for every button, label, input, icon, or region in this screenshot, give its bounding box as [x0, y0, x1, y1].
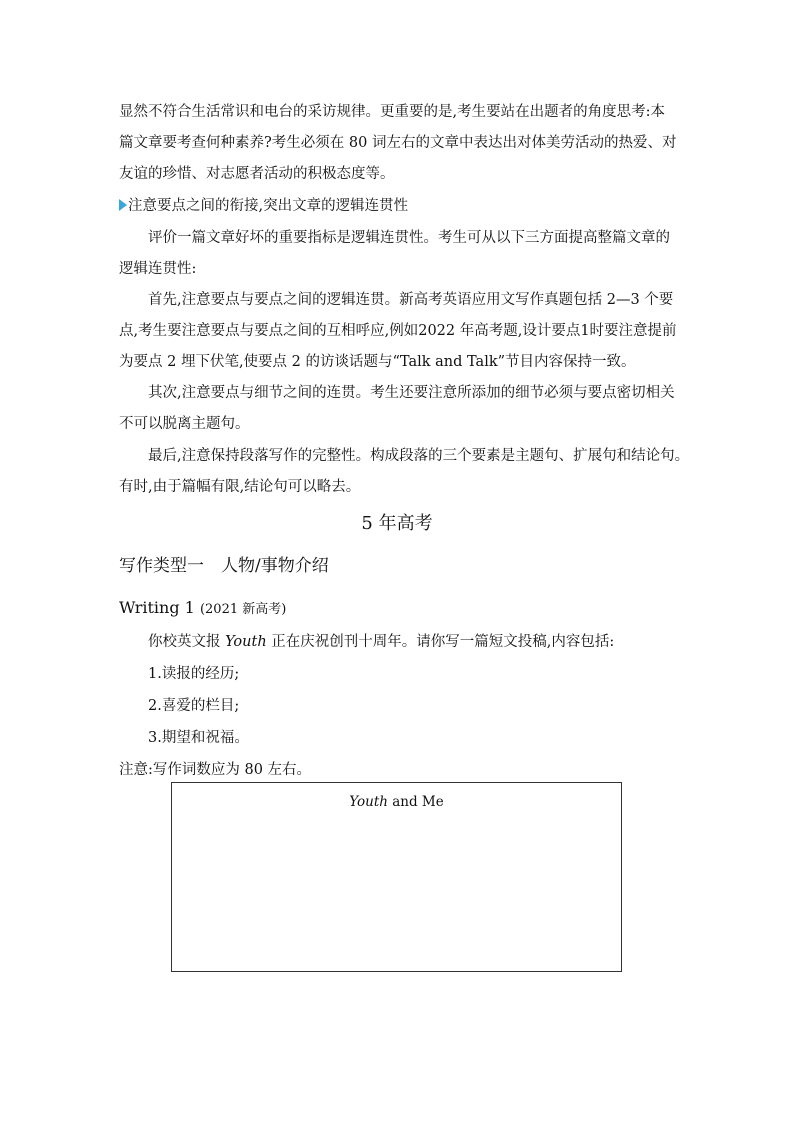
para1-line-2: 逻辑连贯性:: [119, 261, 197, 277]
box-title-italic: Youth: [349, 794, 388, 810]
answer-box-title: [172, 793, 621, 811]
para2-line-2: 点,考生要注意要点与要点之间的互相呼应,例如2022 年高考题,设计要点1时要注意提前: [119, 323, 677, 339]
prompt-italic: Youth: [225, 634, 267, 650]
prompt-line: [148, 632, 708, 652]
para2-line-3: 为要点 2 埋下伏笔,使要点 2 的访谈话题与“Talk and Talk”节目内容保持一致。: [119, 354, 636, 370]
intro-line-1: 显然不符合生活常识和电台的采访规律。更重要的是,考生要站在出题者的角度思考:本: [119, 104, 665, 120]
type-title: 写作类型一 人物/事物介绍: [119, 556, 329, 576]
list-item-1: 1.读报的经历;: [148, 666, 240, 682]
para3-line-2: 不可以脱离主题句。: [119, 416, 250, 432]
answer-box[interactable]: [171, 782, 622, 972]
writing-heading: [119, 597, 286, 621]
intro-line-3: 友谊的珍惜、对志愿者活动的积极态度等。: [119, 166, 395, 182]
para4-line-2: 有时,由于篇幅有限,结论句可以略去。: [119, 479, 361, 495]
prompt-post: 正在庆祝创刊十周年。请你写一篇短文投稿,内容包括:: [266, 634, 615, 650]
section-heading: [119, 196, 408, 216]
para3-line-1: 其次,注意要点与细节之间的连贯。考生还要注意所添加的细节必须与要点密切相关: [148, 385, 675, 401]
list-item-2: 2.喜爱的栏目;: [148, 698, 240, 714]
triangle-bullet-icon: [119, 199, 127, 211]
writing-source: (2021 新高考): [199, 602, 287, 617]
word-count-note: 注意:写作词数应为 80 左右。: [119, 762, 312, 778]
section-heading-text: 注意要点之间的衔接,突出文章的逻辑连贯性: [128, 198, 409, 214]
writing-label: Writing 1: [119, 598, 195, 617]
box-title-rest: and Me: [387, 794, 444, 810]
prompt-pre: 你校英文报: [148, 634, 226, 650]
section-title: 5 年高考: [361, 513, 433, 534]
intro-line-2: 篇文章要考查何种素养?考生必须在 80 词左右的文章中表达出对体美劳活动的热爱、对: [119, 135, 677, 151]
list-item-3: 3.期望和祝福。: [148, 730, 249, 746]
para2-line-1: 首先,注意要点与要点之间的逻辑连贯。新高考英语应用文写作真题包括 2—3 个要: [148, 292, 674, 308]
para4-line-1: 最后,注意保持段落写作的完整性。构成段落的三个要素是主题句、扩展句和结论句。: [148, 448, 690, 464]
para1-line-1: 评价一篇文章好坏的重要指标是逻辑连贯性。考生可从以下三方面提高整篇文章的: [148, 230, 670, 246]
